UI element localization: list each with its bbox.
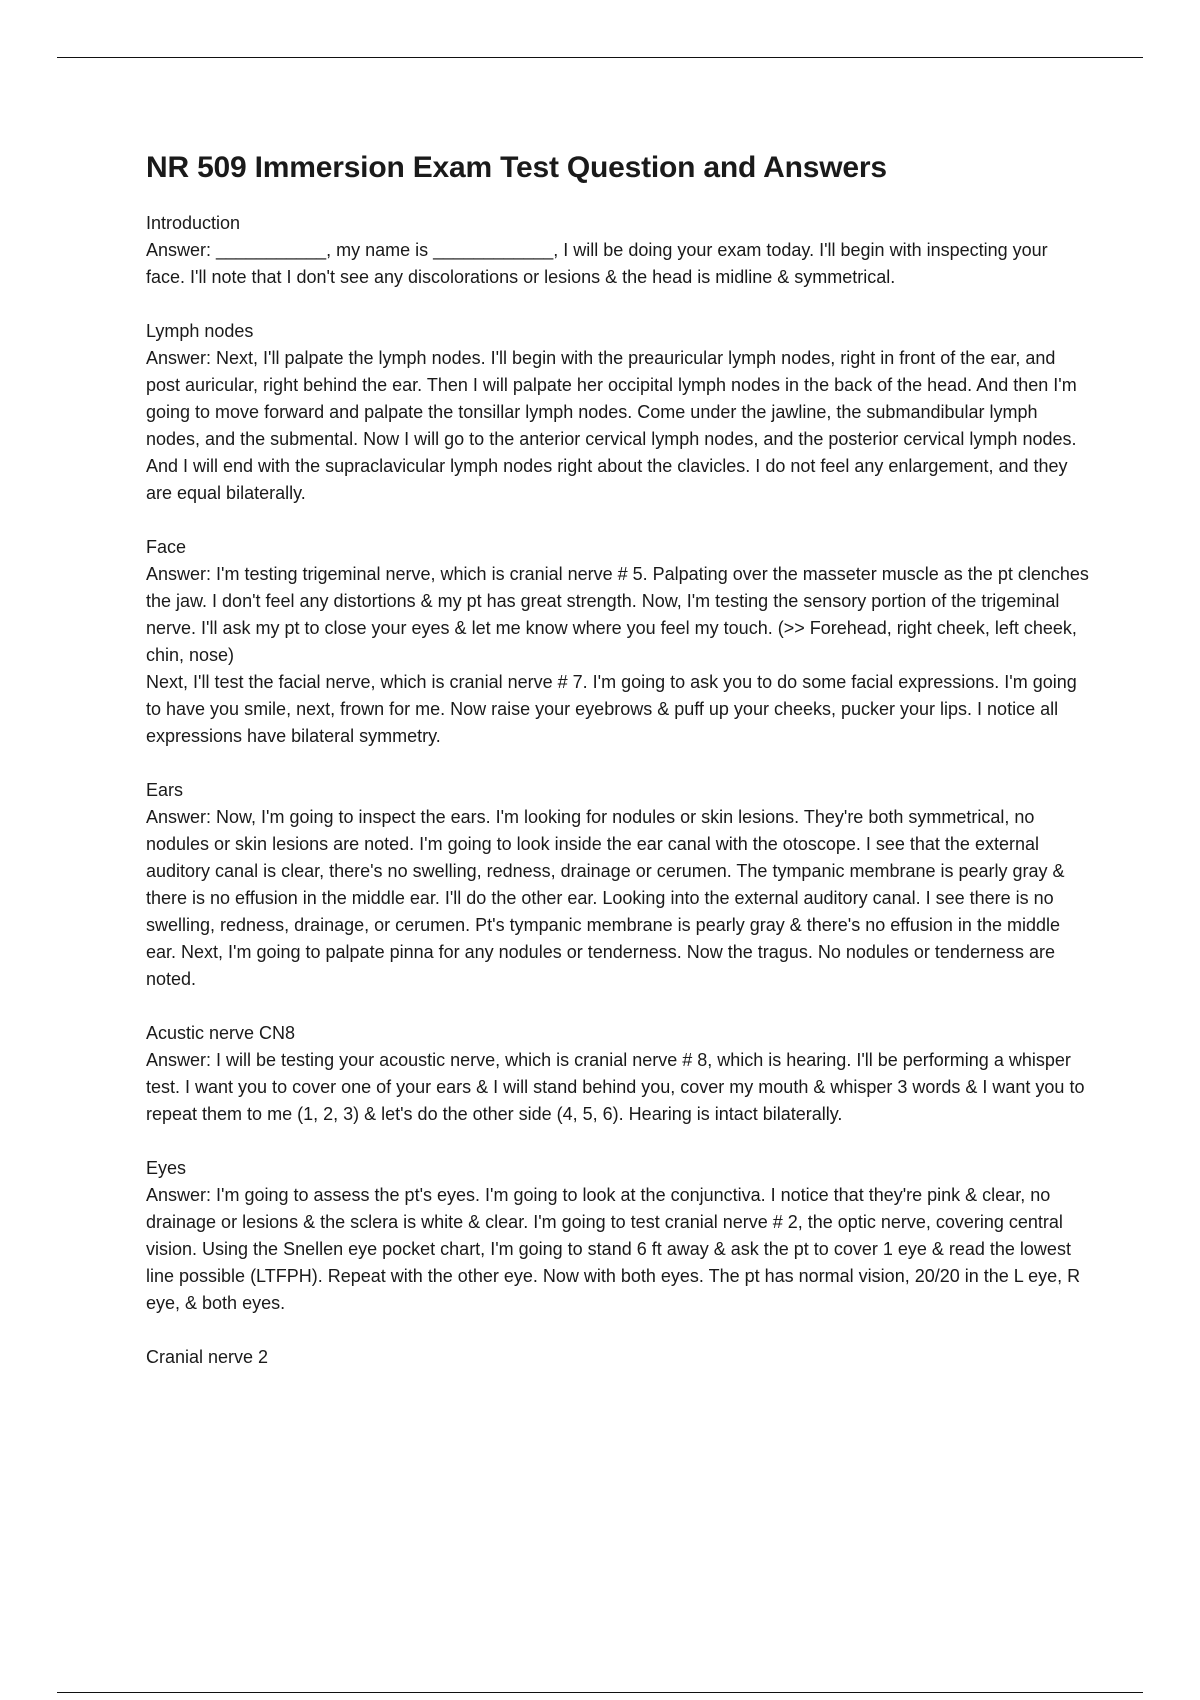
section-heading: Eyes (146, 1158, 187, 1178)
section-answer: Answer: I will be testing your acoustic nerve, which is cranial nerve # 8, which is hearing. I'll be performing a whisper test. I want you to cover one of your ears & I will stand behind you, cover my mouth & whisper 3 words & I want you to repeat them to me (1, 2, 3) & let's do the other side (4, 5, 6). Hearing is intact bilaterally. (146, 1050, 1085, 1124)
section-acoustic-nerve (146, 1020, 1091, 1128)
section-answer: Answer: I'm going to assess the pt's eyes. I'm going to look at the conjunctiva. I notice that they're pink & clear, no drainage or lesions & the sclera is white & clear. I'm going to test cranial nerve # 2, the optic nerve, covering central vision. Using the Snellen eye pocket chart, I'm going to stand 6 ft away & ask the pt to cover 1 eye & read the lowest line possible (LTFPH). Repeat with the other eye. Now with both eyes. The pt has normal vision, 20/20 in the L eye, R eye, & both eyes. (146, 1185, 1081, 1313)
section-face (146, 534, 1091, 750)
section-heading: Face (146, 537, 187, 557)
section-cranial-nerve-2 (146, 1344, 1091, 1371)
section-heading: Introduction (146, 213, 241, 233)
document-body (146, 148, 1091, 1398)
section-lymph-nodes (146, 318, 1091, 507)
section-heading: Cranial nerve 2 (146, 1347, 269, 1367)
section-answer: Answer: I'm testing trigeminal nerve, which is cranial nerve # 5. Palpating over the masseter muscle as the pt clenches the jaw. I don't feel any distortions & my pt has great strength. Now, I'm testing the sensory portion of the trigeminal nerve. I'll ask my pt to close your eyes & let me know where you feel my touch. (>> Forehead, right cheek, left cheek, chin, nose) (146, 564, 1089, 665)
section-answer: Answer: Now, I'm going to inspect the ears. I'm looking for nodules or skin lesions. They're both symmetrical, no nodules or skin lesions are noted. I'm going to look inside the ear canal with the otoscope. I see that the external auditory canal is clear, there's no swelling, redness, drainage or cerumen. The tympanic membrane is pearly gray & there is no effusion in the middle ear. I'll do the other ear. Looking into the external auditory canal. I see there is no swelling, redness, drainage, or cerumen. Pt's tympanic membrane is pearly gray & there's no effusion in the middle ear. Next, I'm going to palpate pinna for any nodules or tenderness. Now the tragus. No nodules or tenderness are noted. (146, 807, 1065, 989)
section-answer: Answer: ___________, my name is ____________, I will be doing your exam today. I'll begin with inspecting your face. I'll note that I don't see any discolorations or lesions & the head is midline & symmetrical. (146, 240, 1048, 287)
bottom-rule (57, 1692, 1143, 1693)
section-ears (146, 777, 1091, 993)
section-answer: Answer: Next, I'll palpate the lymph nodes. I'll begin with the preauricular lymph nodes, right in front of the ear, and post auricular, right behind the ear. Then I will palpate her occipital lymph nodes in the back of the head. And then I'm going to move forward and palpate the tonsillar lymph nodes. Come under the jawline, the submandibular lymph nodes, and the submental. Now I will go to the anterior cervical lymph nodes, and the posterior cervical lymph nodes. And I will end with the supraclavicular lymph nodes right about the clavicles. I do not feel any enlargement, and they are equal bilaterally. (146, 348, 1077, 503)
section-heading: Ears (146, 780, 184, 800)
section-eyes (146, 1155, 1091, 1317)
document-title: NR 509 Immersion Exam Test Question and Answers (146, 151, 887, 184)
top-rule (57, 57, 1143, 58)
section-heading: Lymph nodes (146, 321, 254, 341)
section-introduction (146, 210, 1091, 291)
section-answer-continued: Next, I'll test the facial nerve, which is cranial nerve # 7. I'm going to ask you to do some facial expressions. I'm going to have you smile, next, frown for me. Now raise your eyebrows & puff up your cheeks, pucker your lips. I notice all expressions have bilateral symmetry. (146, 672, 1077, 746)
section-heading: Acustic nerve CN8 (146, 1023, 296, 1043)
